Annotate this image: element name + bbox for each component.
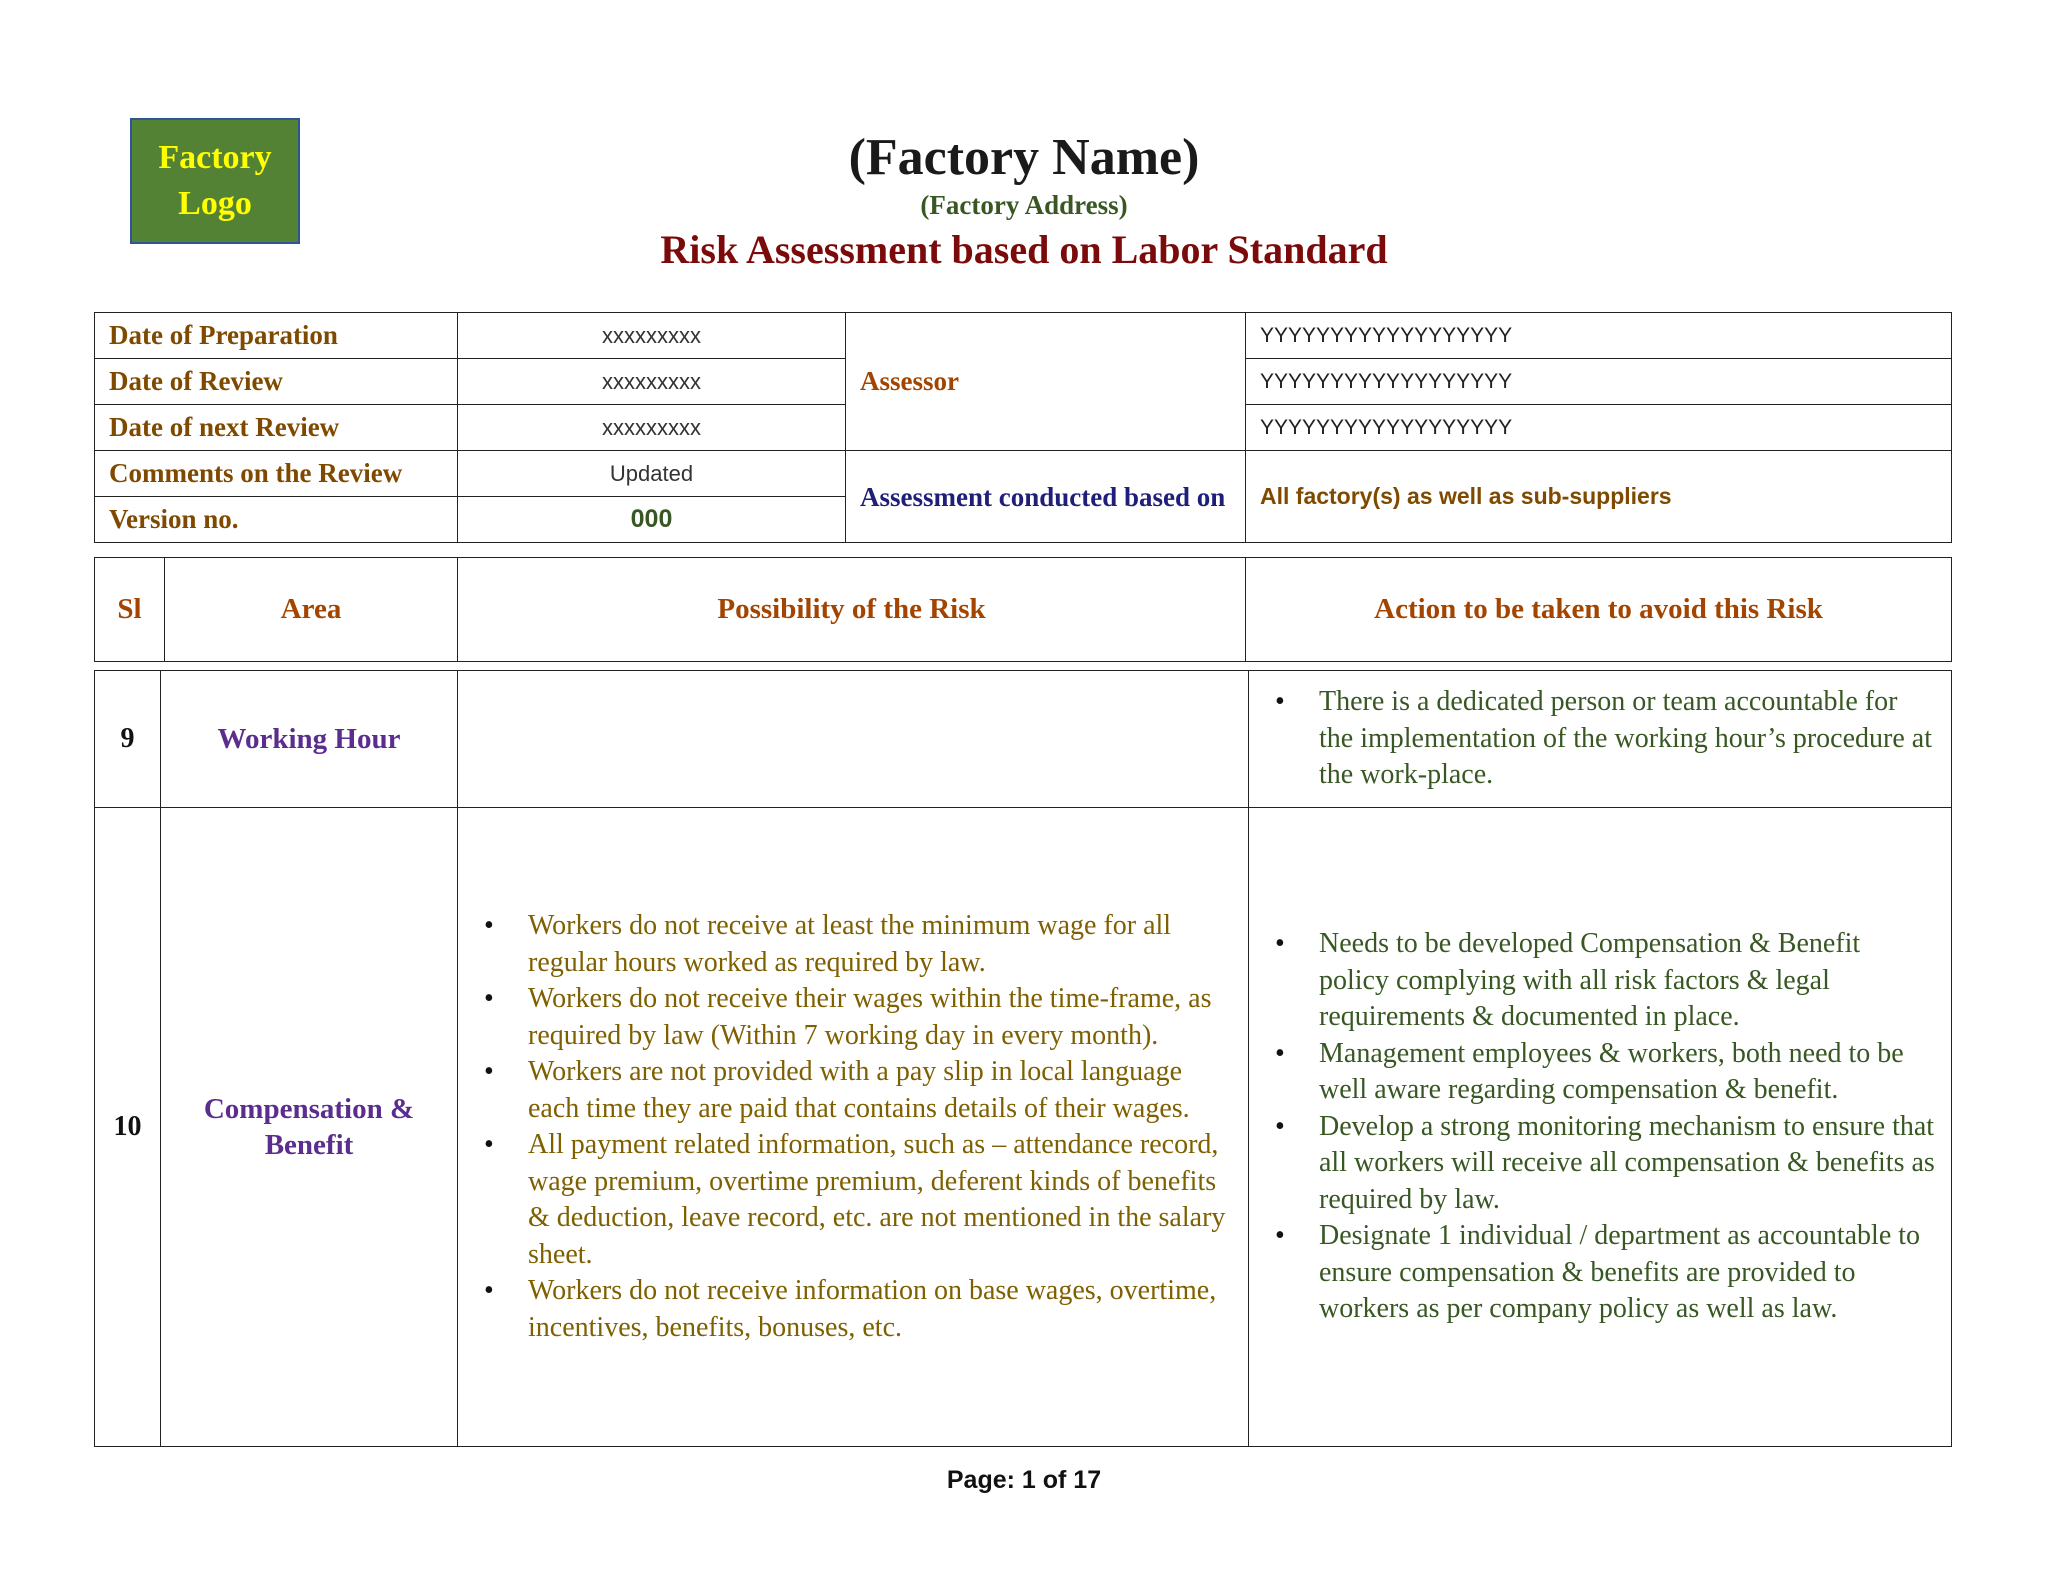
conducted-value: All factory(s) as well as sub-suppliers [1246, 451, 1952, 543]
column-action: Action to be taken to avoid this Risk [1246, 558, 1952, 662]
conducted-label: Assessment conducted based on [846, 451, 1246, 543]
date-of-next-review-label: Date of next Review [95, 405, 458, 451]
column-header-table [94, 557, 1952, 662]
risk-table [94, 670, 1952, 1447]
list-item: • Workers do not receive at least the minimum wage for all regular hours worked as required by law. [528, 908, 1234, 981]
comments-value: Updated [458, 451, 846, 497]
list-item: • There is a dedicated person or team accountable for the implementation of the working hour’s procedure at the work-place. [1319, 684, 1937, 794]
list-item: • Designate 1 individual / department as accountable to ensure compensation & benefits are provided to workers as per company policy as well as law. [1319, 1218, 1937, 1328]
row-area: Working Hour [161, 671, 458, 808]
row-risks [458, 808, 1249, 1447]
comments-label: Comments on the Review [95, 451, 458, 497]
date-of-review-value: xxxxxxxxx [458, 359, 846, 405]
row-actions [1249, 671, 1952, 808]
list-item: • Develop a strong monitoring mechanism to ensure that all workers will receive all compensation & benefits as required by law. [1319, 1109, 1937, 1219]
column-area: Area [165, 558, 458, 662]
logo-line-2: Logo [178, 185, 252, 222]
list-item: • Workers do not receive their wages within the time-frame, as required by law (Within 7 working day in every month). [528, 981, 1234, 1054]
assessor-1: YYYYYYYYYYYYYYYYYY [1246, 313, 1952, 359]
list-item: • Workers do not receive information on base wages, overtime, incentives, benefits, bonuses, etc. [528, 1273, 1234, 1346]
row-area: Compensation & Benefit [161, 808, 458, 1447]
column-risk: Possibility of the Risk [458, 558, 1246, 662]
page-number: Page: 1 of 17 [946, 1466, 1102, 1494]
assessor-3: YYYYYYYYYYYYYYYYYY [1246, 405, 1952, 451]
row-sl: 9 [95, 671, 161, 808]
document-title: Risk Assessment based on Labor Standard [660, 227, 1388, 272]
list-item: • Management employees & workers, both need to be well aware regarding compensation & benefit. [1319, 1036, 1937, 1109]
date-of-preparation-value: xxxxxxxxx [458, 313, 846, 359]
row-risks [458, 671, 1249, 808]
date-of-next-review-value: xxxxxxxxx [458, 405, 846, 451]
assessor-2: YYYYYYYYYYYYYYYYYY [1246, 359, 1952, 405]
list-item: • Workers are not provided with a pay slip in local language each time they are paid that contains details of their wages. [528, 1054, 1234, 1127]
list-item: • Needs to be developed Compensation & Benefit policy complying with all risk factors & legal requirements & documented in place. [1319, 926, 1937, 1036]
info-table [94, 312, 1952, 543]
table-row [95, 808, 1952, 1447]
version-value: 000 [458, 497, 846, 543]
table-row [95, 671, 1952, 808]
factory-address: (Factory Address) [920, 190, 1128, 220]
factory-name: (Factory Name) [848, 129, 1200, 186]
row-sl: 10 [95, 808, 161, 1447]
date-of-preparation-label: Date of Preparation [95, 313, 458, 359]
assessor-label: Assessor [846, 313, 1246, 451]
column-sl: Sl [95, 558, 165, 662]
date-of-review-label: Date of Review [95, 359, 458, 405]
row-actions [1249, 808, 1952, 1447]
version-label: Version no. [95, 497, 458, 543]
list-item: • All payment related information, such as – attendance record, wage premium, overtime premium, deferent kinds of benefits & deduction, leave record, etc. are not mentioned in the salary sheet. [528, 1127, 1234, 1273]
logo-line-1: Factory [158, 139, 272, 176]
